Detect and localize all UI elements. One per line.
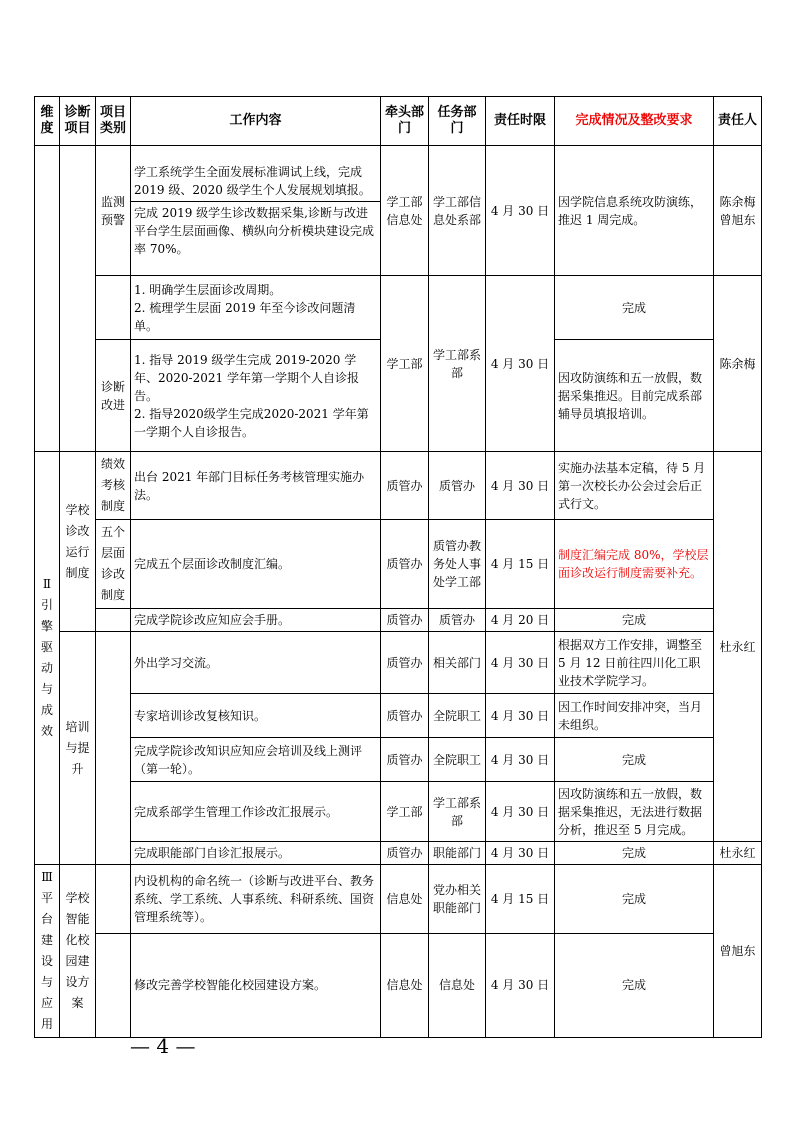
task-dept-cell: 学工部系部: [429, 782, 486, 842]
lead-dept-cell: 质管办: [381, 609, 429, 632]
task-dept-cell: 全院职工: [429, 694, 486, 738]
table-row: [35, 694, 762, 738]
status-cell: 因学院信息系统攻防演练，推迟 1 周完成。: [555, 146, 714, 276]
content-cell: 完成系部学生管理工作诊改汇报展示。: [131, 782, 381, 842]
owner-cell: 陈余梅曾旭东: [714, 146, 762, 276]
content-cell: 完成五个层面诊改制度汇编。: [131, 520, 381, 609]
category-cell: 诊断改进: [96, 340, 131, 452]
diagnosis-item-cell: 学校诊改运行制度: [60, 452, 96, 632]
content-cell: 完成职能部门自诊汇报展示。: [131, 842, 381, 865]
task-dept-cell: 学工部信息处系部: [429, 146, 486, 276]
status-cell: 实施办法基本定稿，待 5 月第一次校长办公会过会后正式行文。: [555, 452, 714, 520]
deadline-cell: 4 月 30 日: [486, 276, 555, 452]
category-cell: 绩效考核制度: [96, 452, 131, 520]
status-cell: 根据双方工作安排，调整至 5 月 12 日前往四川化工职业技术学院学习。: [555, 632, 714, 694]
header-lead-dept: 牵头部门: [381, 97, 429, 146]
deadline-cell: 4 月 20 日: [486, 609, 555, 632]
table-row: [35, 738, 762, 782]
deadline-cell: 4 月 30 日: [486, 632, 555, 694]
content-line: 学工系统学生全面发展标准调试上线，完成 2019 级、2020 级学生个人发展规划填报。: [134, 165, 371, 197]
owner-cell: 杜永红: [714, 842, 762, 865]
table-row: [35, 276, 762, 340]
page-number: — 4 —: [130, 1034, 196, 1058]
task-dept-cell: 质管办: [429, 609, 486, 632]
status-cell: 制度汇编完成 80%，学校层面诊改运行制度需要补充。: [555, 520, 714, 609]
lead-dept-cell: 质管办: [381, 694, 429, 738]
owner-cell: 杜永红: [714, 452, 762, 842]
lead-dept-cell: 信息处: [381, 933, 429, 1037]
content-cell: 修改完善学校智能化校园建设方案。: [131, 933, 381, 1037]
content-cell: 专家培训诊改复核知识。: [131, 694, 381, 738]
category-cell: [96, 276, 131, 340]
status-cell: 完成: [555, 842, 714, 865]
task-dept-cell: 信息处: [429, 933, 486, 1037]
task-dept-cell: 职能部门: [429, 842, 486, 865]
table-row: [35, 452, 762, 520]
task-dept-cell: 质管办教务处人事处学工部: [429, 520, 486, 609]
status-cell: 完成: [555, 738, 714, 782]
status-cell: 因工作时间安排冲突，当月未组织。: [555, 694, 714, 738]
lead-dept-cell: 质管办: [381, 520, 429, 609]
lead-dept-cell: 学工部: [381, 276, 429, 452]
lead-dept-cell: 信息处: [381, 865, 429, 934]
status-cell: 完成: [555, 276, 714, 340]
content-line: 完成 2019 级学生诊改数据采集,诊断与改进平台学生层面画像、横纵向分析模块建设完成率 70%。: [131, 201, 380, 258]
deadline-cell: 4 月 30 日: [486, 738, 555, 782]
content-cell: 出台 2021 年部门目标任务考核管理实施办法。: [131, 452, 381, 520]
table-row: [35, 865, 762, 934]
status-cell: 因攻防演练和五一放假，数据采集推迟。目前完成系部辅导员填报培训。: [555, 340, 714, 452]
header-work-content: 工作内容: [131, 97, 381, 146]
header-task-dept: 任务部门: [429, 97, 486, 146]
dimension-cell: [35, 146, 60, 452]
category-cell: 监测预警: [96, 146, 131, 276]
table-row: [35, 609, 762, 632]
category-cell: [96, 933, 131, 1037]
table-row: [35, 782, 762, 842]
content-cell: 内设机构的命名统一（诊断与改进平台、教务系统、学工系统、人事系统、科研系统、国资管理系统等）。: [131, 865, 381, 934]
task-dept-cell: 全院职工: [429, 738, 486, 782]
content-cell: 外出学习交流。: [131, 632, 381, 694]
content-cell: 完成学院诊改知识应知应会培训及线上测评（第一轮）。: [131, 738, 381, 782]
diagnosis-item-cell: 培训与提升: [60, 632, 96, 865]
category-cell: [96, 609, 131, 632]
header-deadline: 责任时限: [486, 97, 555, 146]
content-cell: 完成学院诊改应知应会手册。: [131, 609, 381, 632]
table-row: [35, 632, 762, 694]
task-dept-cell: 学工部系部: [429, 276, 486, 452]
header-status: 完成情况及整改要求: [555, 97, 714, 146]
table-row: [35, 842, 762, 865]
header-item-category: 项目类别: [96, 97, 131, 146]
status-cell: 因攻防演练和五一放假，数据采集推迟，无法进行数据分析，推迟至 5 月完成。: [555, 782, 714, 842]
header-owner: 责任人: [714, 97, 762, 146]
dimension-cell: Ⅱ引擎驱动与成效: [35, 452, 60, 865]
task-dept-cell: 质管办: [429, 452, 486, 520]
diagnosis-item-cell: 学校智能化校园建设方案: [60, 865, 96, 1038]
status-cell: 完成: [555, 865, 714, 934]
lead-dept-cell: 质管办: [381, 842, 429, 865]
header-row: [35, 97, 762, 146]
table-row: [35, 146, 762, 276]
content-cell: 1. 明确学生层面诊改周期。 2. 梳理学生层面 2019 年至今诊改问题清单。: [131, 276, 381, 340]
table-row: [35, 933, 762, 1037]
work-plan-table: [34, 96, 762, 1038]
diagnosis-item-cell: [60, 146, 96, 452]
category-cell: [96, 865, 131, 934]
deadline-cell: 4 月 30 日: [486, 842, 555, 865]
lead-dept-cell: 学工部信息处: [381, 146, 429, 276]
deadline-cell: 4 月 15 日: [486, 865, 555, 934]
header-dimension: 维度: [35, 97, 60, 146]
lead-dept-cell: 学工部: [381, 782, 429, 842]
task-dept-cell: 党办相关职能部门: [429, 865, 486, 934]
content-cell: [131, 146, 381, 276]
deadline-cell: 4 月 15 日: [486, 520, 555, 609]
lead-dept-cell: 质管办: [381, 632, 429, 694]
deadline-cell: 4 月 30 日: [486, 452, 555, 520]
lead-dept-cell: 质管办: [381, 738, 429, 782]
status-cell: 完成: [555, 609, 714, 632]
lead-dept-cell: 质管办: [381, 452, 429, 520]
deadline-cell: 4 月 30 日: [486, 694, 555, 738]
category-cell: [96, 632, 131, 865]
header-diagnosis-item: 诊断项目: [60, 97, 96, 146]
deadline-cell: 4 月 30 日: [486, 782, 555, 842]
deadline-cell: 4 月 30 日: [486, 933, 555, 1037]
deadline-cell: 4 月 30 日: [486, 146, 555, 276]
table-row: [35, 520, 762, 609]
owner-cell: 陈余梅: [714, 276, 762, 452]
status-cell: 完成: [555, 933, 714, 1037]
category-cell: 五个层面诊改制度: [96, 520, 131, 609]
content-cell: 1. 指导 2019 级学生完成 2019-2020 学年、2020-2021 学年第一学期个人自诊报告。 2. 指导2020级学生完成2020-2021 学年第一学期个人自诊报告。: [131, 340, 381, 452]
owner-cell: 曾旭东: [714, 865, 762, 1038]
task-dept-cell: 相关部门: [429, 632, 486, 694]
dimension-cell: Ⅲ平台建设与应用: [35, 865, 60, 1038]
